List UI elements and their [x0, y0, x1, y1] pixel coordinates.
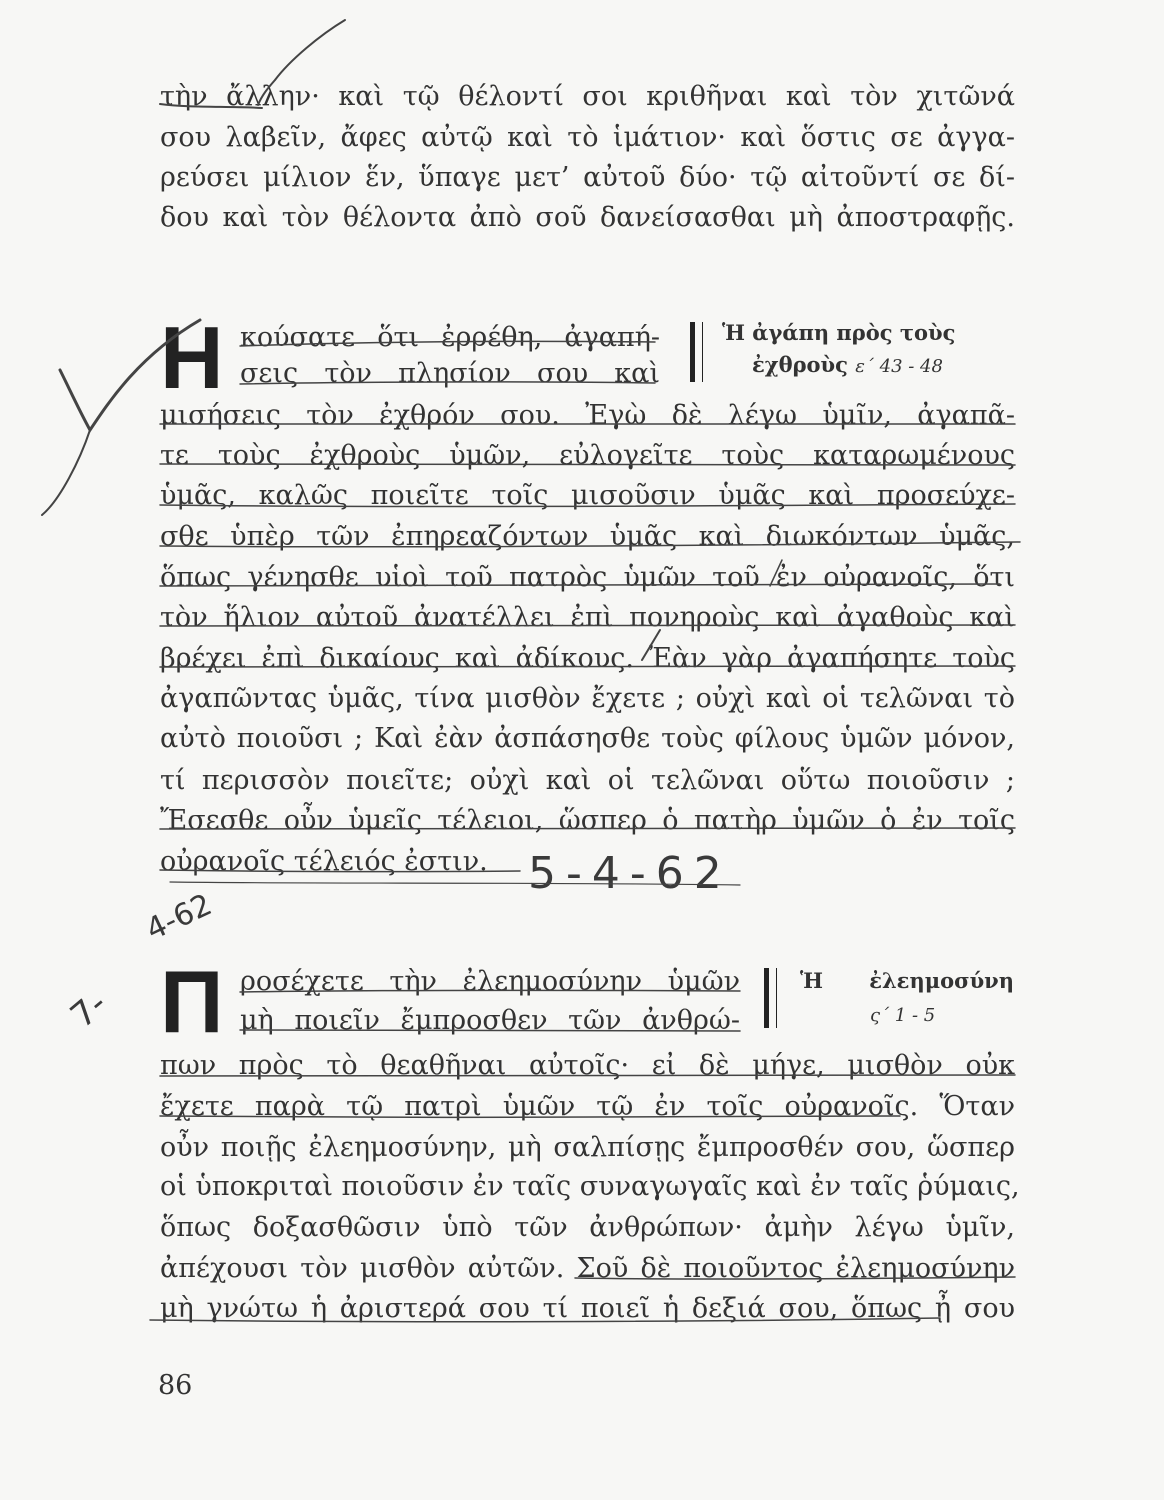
section-reference: ς΄ 1 - 5 — [870, 1005, 936, 1026]
text-line: ὑμᾶς, καλῶς ποιεῖτε τοῖς μισοῦσιν ὑμᾶς καὶ προσεύχε- — [160, 480, 1015, 511]
text-line: οἱ ὑποκριταὶ ποιοῦσιν ἐν ταῖς συναγωγαῖς καὶ ἐν ταῖς ῥύμαις, — [160, 1171, 1020, 1202]
text-line: τὸν ἥλιον αὐτοῦ ἀνατέλλει ἐπὶ πονηροὺς καὶ ἀγαθοὺς καὶ — [160, 602, 1015, 633]
drop-cap: Π — [160, 952, 224, 1051]
drop-cap: Η — [160, 308, 224, 407]
text-line: κούσατε ὅτι ἐρρέθη, ἀγαπή- — [240, 322, 660, 353]
check-mark-icon — [60, 320, 200, 430]
text-line: ὅπως δοξασθῶσιν ὑπὸ τῶν ἀνθρώπων· ἀμὴν λέγω ὑμῖν, — [160, 1212, 1015, 1243]
text-line: Ἔσεσθε οὖν ὑμεῖς τέλειοι, ὥσπερ ὁ πατὴρ ὑμῶν ὁ ἐν τοῖς — [160, 805, 1015, 836]
text-line: αὐτὸ ποιοῦσι ; Καὶ ἐὰν ἀσπάσησθε τοὺς φίλους ὑμῶν μόνον, — [160, 723, 1015, 754]
text-line: πων πρὸς τὸ θεαθῆναι αὐτοῖς· εἰ δὲ μήγε, μισθὸν οὐκ — [160, 1050, 1015, 1081]
text-line: ροσέχετε τὴν ἐλεημοσύνην ὑμῶν — [240, 966, 740, 997]
handwritten-date-top: 4-62 — [140, 887, 218, 948]
check-mark-icon — [258, 20, 345, 105]
handwritten-date: 5-4-62 — [528, 848, 732, 899]
text-line: μὴ ποιεῖν ἔμπροσθεν τῶν ἀνθρώ- — [240, 1005, 740, 1036]
text-line-last: οὐρανοῖς τέλειός ἐστιν. — [160, 846, 488, 877]
text-line: τε τοὺς ἐχθροὺς ὑμῶν, εὐλογεῖτε τοὺς καταρωμένους — [160, 440, 1015, 471]
text-line: ἀγαπῶντας ὑμᾶς, τίνα μισθὸν ἔχετε ; οὐχὶ καὶ οἱ τελῶναι τὸ — [160, 683, 1015, 714]
text-line: ἀπέχουσι τὸν μισθὸν αὐτῶν. Σοῦ δὲ ποιοῦντος ἐλεημοσύνην — [160, 1253, 1015, 1284]
text-line: σθε ὑπὲρ τῶν ἐπηρεαζόντων ὑμᾶς καὶ διωκόντων ὑμᾶς, — [160, 521, 1015, 552]
page-number: 86 — [158, 1370, 193, 1401]
section-title: Ἡ ἀγάπη πρὸς τοὺς — [722, 320, 956, 345]
text-line: βρέχει ἐπὶ δικαίους καὶ ἀδίκους. Ἐὰν γὰρ ἀγαπήσητε τοὺς — [160, 643, 1015, 674]
text-line: μισήσεις τὸν ἐχθρόν σου. Ἐγὼ δὲ λέγω ὑμῖν, ἀγαπᾶ- — [160, 400, 1015, 431]
text-line: ἔχετε παρὰ τῷ πατρὶ ὑμῶν τῷ ἐν τοῖς οὐρανοῖς. Ὅταν — [160, 1091, 1015, 1122]
text-line: τί περισσὸν ποιεῖτε; οὐχὶ καὶ οἱ τελῶναι οὕτω ποιοῦσιν ; — [160, 765, 1015, 796]
text-line: ρεύσει μίλιον ἕν, ὕπαγε μετ’ αὐτοῦ δύο· τῷ αἰτοῦντί σε δί- — [160, 162, 1015, 193]
section-title-line2: ἐχθροὺς — [752, 352, 848, 377]
section-reference: ε΄ 43 - 48 — [855, 356, 943, 377]
text-line: σεις τὸν πλησίον σου καὶ — [240, 358, 660, 389]
text-line: σου λαβεῖν, ἄφες αὐτῷ καὶ τὸ ἱμάτιον· καὶ ὅστις σε ἀγγα- — [160, 122, 1015, 153]
text-line: μὴ γνώτω ἡ ἀριστερά σου τί ποιεῖ ἡ δεξιά σου, ὅπως ᾖ σου — [160, 1293, 1015, 1324]
text-line: ὅπως γένησθε υἱοὶ τοῦ πατρὸς ὑμῶν τοῦ ἐν οὐρανοῖς, ὅτι — [160, 562, 1015, 593]
text-line: τὴν ἄλλην· καὶ τῷ θέλοντί σοι κριθῆναι καὶ τὸν χιτῶνά — [160, 81, 1015, 112]
handwritten-date-side: 7- — [63, 983, 115, 1037]
text-line: δου καὶ τὸν θέλοντα ἀπὸ σοῦ δανείσασθαι μὴ ἀποστραφῇς. — [160, 202, 1015, 233]
text-line: οὖν ποιῇς ἐλεημοσύνην, μὴ σαλπίσῃς ἔμπροσθέν σου, ὥσπερ — [160, 1132, 1015, 1163]
section-title: Ἡ ἐλεημοσύνη — [800, 968, 1014, 993]
